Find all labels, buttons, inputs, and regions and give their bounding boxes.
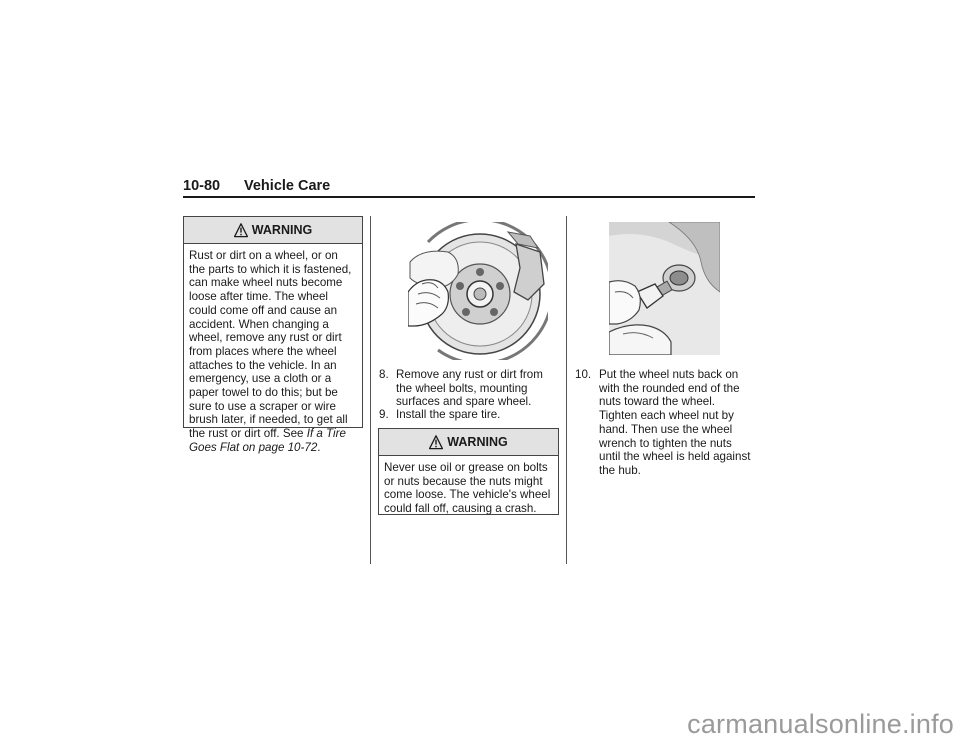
step-text: Install the spare tire. [396,408,501,421]
step-10 [575,368,755,477]
page-header [183,178,755,198]
wheel-nut-photo [609,222,720,355]
warning-body: Never use oil or grease on bolts or nuts because the nuts might come loose. The vehicle's wheel could fall off, causing a crash. [384,461,551,516]
warning-box-oil [378,428,559,515]
warning-text [184,244,362,459]
step-9 [379,408,559,422]
step-number: 8. [379,368,389,381]
warning-body-end: . [317,440,321,454]
header-rule [183,196,755,198]
warning-triangle-icon [429,435,443,450]
column-divider-2 [566,216,567,564]
warning-body: Rust or dirt on a wheel, or on the parts to which it is fastened, can make wheel nuts become loose after time. The wheel could come off and cause an accident. When changing a wheel, remove any rust or dirt from places where the wheel attaches to the vehicle. In an emergency, use a cloth or a paper towel to do this; but be sure to use a scraper or wire brush later, if needed, to get all the rust or dirt off. See [189,249,352,441]
warning-triangle-icon [234,223,248,238]
cross-reference-link[interactable]: If a Tire Goes Flat on page 10-72 [189,427,346,454]
column-divider-1 [370,216,371,564]
warning-header [379,429,558,456]
warning-title: WARNING [447,435,508,449]
step-text: Remove any rust or dirt from the wheel bolts, mounting surfaces and spare wheel. [396,368,543,409]
step-8 [379,368,559,410]
section-title: Vehicle Care [244,178,331,194]
warning-box-rust [183,216,363,454]
watermark: carmanualsonline.info [687,709,954,739]
step-number: 10. [575,368,592,381]
page-number: 10-80 [183,178,221,194]
warning-title: WARNING [251,223,313,237]
brake-rotor-photo [408,222,548,360]
warning-header [184,217,362,244]
step-number: 9. [379,408,389,421]
step-text: Put the wheel nuts back on with the rounded end of the nuts toward the wheel. Tighten each wheel nut by hand. Then use the wheel wrench to tighten the nuts until the wheel is held against the hub. [599,368,751,477]
